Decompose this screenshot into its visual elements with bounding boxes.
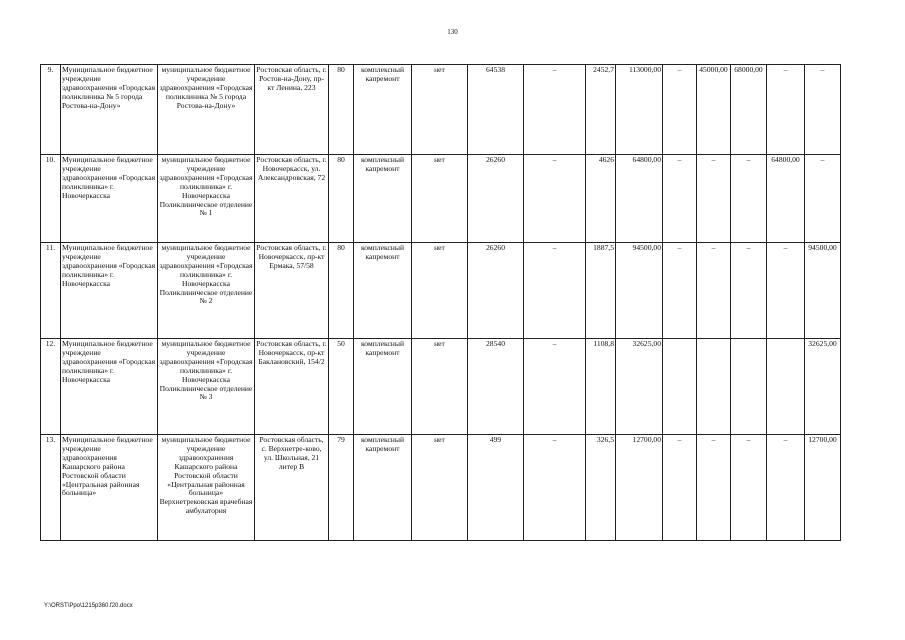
facility-address: Ростовская область, г. Новочеркасск, пр-кт Баклановский, 154/2 bbox=[255, 339, 329, 435]
total-cost: 113000,00 bbox=[616, 65, 663, 155]
value-1: 28540 bbox=[468, 339, 524, 435]
year-2-cost bbox=[697, 339, 731, 435]
table-row bbox=[41, 435, 841, 541]
year-1-cost bbox=[663, 339, 697, 435]
year-4-cost: – bbox=[767, 435, 805, 541]
year-4-cost: 64800,00 bbox=[767, 155, 805, 243]
row-number: 13. bbox=[41, 435, 61, 541]
facility-address: Ростовская область, г. Ростов-на-Дону, пр-кт Ленина, 223 bbox=[255, 65, 329, 155]
work-type: комплексный капремонт bbox=[354, 339, 412, 435]
facility-name: муниципальное бюджетное учреждение здравоохранения «Городская поликлиника» г. Новочеркасска Поликлиническое отделение № 3 bbox=[158, 339, 255, 435]
table-row bbox=[41, 155, 841, 243]
year-4-cost bbox=[767, 339, 805, 435]
year-4-cost: – bbox=[767, 65, 805, 155]
balance-holder: Муниципальное бюджетное учреждение здравоохранения «Городская поликлиника № 5 города Ростова-на-Дону» bbox=[61, 65, 158, 155]
wear-percent: 50 bbox=[329, 339, 354, 435]
work-type: комплексный капремонт bbox=[354, 243, 412, 339]
page-number: 130 bbox=[447, 28, 458, 36]
year-5-cost: 12700,00 bbox=[805, 435, 841, 541]
total-cost: 94500,00 bbox=[616, 243, 663, 339]
wear-percent: 80 bbox=[329, 65, 354, 155]
year-5-cost: – bbox=[805, 65, 841, 155]
value-1: 64538 bbox=[468, 65, 524, 155]
facility-name: муниципальное бюджетное учреждение здравоохранения «Городская поликлиника № 5 города Ростова-на-Дону» bbox=[158, 65, 255, 155]
year-1-cost: – bbox=[663, 243, 697, 339]
row-number: 12. bbox=[41, 339, 61, 435]
year-1-cost: – bbox=[663, 65, 697, 155]
wear-percent: 80 bbox=[329, 155, 354, 243]
value-2: – bbox=[524, 339, 586, 435]
facility-address: Ростовская область, г. Новочеркасск, пр-кт Ермака, 57/58 bbox=[255, 243, 329, 339]
year-3-cost: 68000,00 bbox=[731, 65, 767, 155]
row-number: 10. bbox=[41, 155, 61, 243]
value-2: – bbox=[524, 435, 586, 541]
total-cost: 32625,00 bbox=[616, 339, 663, 435]
row-number: 11. bbox=[41, 243, 61, 339]
facility-name: муниципальное бюджетное учреждение здравоохранения «Городская поликлиника» г. Новочеркасска Поликлиническое отделение № 1 bbox=[158, 155, 255, 243]
year-5-cost: 32625,00 bbox=[805, 339, 841, 435]
total-cost: 12700,00 bbox=[616, 435, 663, 541]
row-number: 9. bbox=[41, 65, 61, 155]
wear-percent: 80 bbox=[329, 243, 354, 339]
year-2-cost: – bbox=[697, 243, 731, 339]
year-4-cost: – bbox=[767, 243, 805, 339]
table-row bbox=[41, 339, 841, 435]
facility-address: Ростовская область, с. Верхнетре-ково, ул. Школьная, 21 литер В bbox=[255, 435, 329, 541]
year-5-cost: 94500,00 bbox=[805, 243, 841, 339]
year-1-cost: – bbox=[663, 155, 697, 243]
area-value: 1887,5 bbox=[586, 243, 616, 339]
balance-holder: Муниципальное бюджетное учреждение здравоохранения «Городская поликлиника» г. Новочеркасска bbox=[61, 155, 158, 243]
status-value: нет bbox=[412, 65, 468, 155]
capital-repair-table bbox=[40, 64, 841, 541]
year-5-cost: – bbox=[805, 155, 841, 243]
status-value: нет bbox=[412, 339, 468, 435]
value-1: 26260 bbox=[468, 155, 524, 243]
work-type: комплексный капремонт bbox=[354, 155, 412, 243]
file-path-footer: Y:\ORST\Ppo\1215p360.f20.docx bbox=[44, 603, 133, 609]
year-3-cost: – bbox=[731, 243, 767, 339]
table-row bbox=[41, 243, 841, 339]
status-value: нет bbox=[412, 243, 468, 339]
balance-holder: Муниципальное бюджетное учреждение здравоохранения «Городская поликлиника» г. Новочеркасска bbox=[61, 243, 158, 339]
balance-holder: Муниципальное бюджетное учреждение здравоохранения Кашарского района Ростовской области «Центральная районная больница» bbox=[61, 435, 158, 541]
wear-percent: 79 bbox=[329, 435, 354, 541]
year-1-cost: – bbox=[663, 435, 697, 541]
area-value: 2452,7 bbox=[586, 65, 616, 155]
facility-name: муниципальное бюджетное учреждение здравоохранения Кашарского района Ростовской области «Центральная районная больница» Верхнетрековская врачебная амбулатория bbox=[158, 435, 255, 541]
value-2: – bbox=[524, 65, 586, 155]
value-2: – bbox=[524, 243, 586, 339]
status-value: нет bbox=[412, 435, 468, 541]
table-row bbox=[41, 65, 841, 155]
value-1: 499 bbox=[468, 435, 524, 541]
year-2-cost: – bbox=[697, 155, 731, 243]
work-type: комплексный капремонт bbox=[354, 435, 412, 541]
year-2-cost: 45000,00 bbox=[697, 65, 731, 155]
value-2: – bbox=[524, 155, 586, 243]
year-3-cost bbox=[731, 339, 767, 435]
year-3-cost: – bbox=[731, 155, 767, 243]
value-1: 26260 bbox=[468, 243, 524, 339]
year-3-cost: – bbox=[731, 435, 767, 541]
area-value: 4626 bbox=[586, 155, 616, 243]
area-value: 326,5 bbox=[586, 435, 616, 541]
year-2-cost: – bbox=[697, 435, 731, 541]
balance-holder: Муниципальное бюджетное учреждение здравоохранения «Городская поликлиника» г. Новочеркасска bbox=[61, 339, 158, 435]
total-cost: 64800,00 bbox=[616, 155, 663, 243]
facility-name: муниципальное бюджетное учреждение здравоохранения «Городская поликлиника» г. Новочеркасска Поликлиническое отделение № 2 bbox=[158, 243, 255, 339]
facility-address: Ростовская область, г. Новочеркасск, ул. Александровская, 72 bbox=[255, 155, 329, 243]
status-value: нет bbox=[412, 155, 468, 243]
work-type: комплексный капремонт bbox=[354, 65, 412, 155]
area-value: 1108,8 bbox=[586, 339, 616, 435]
